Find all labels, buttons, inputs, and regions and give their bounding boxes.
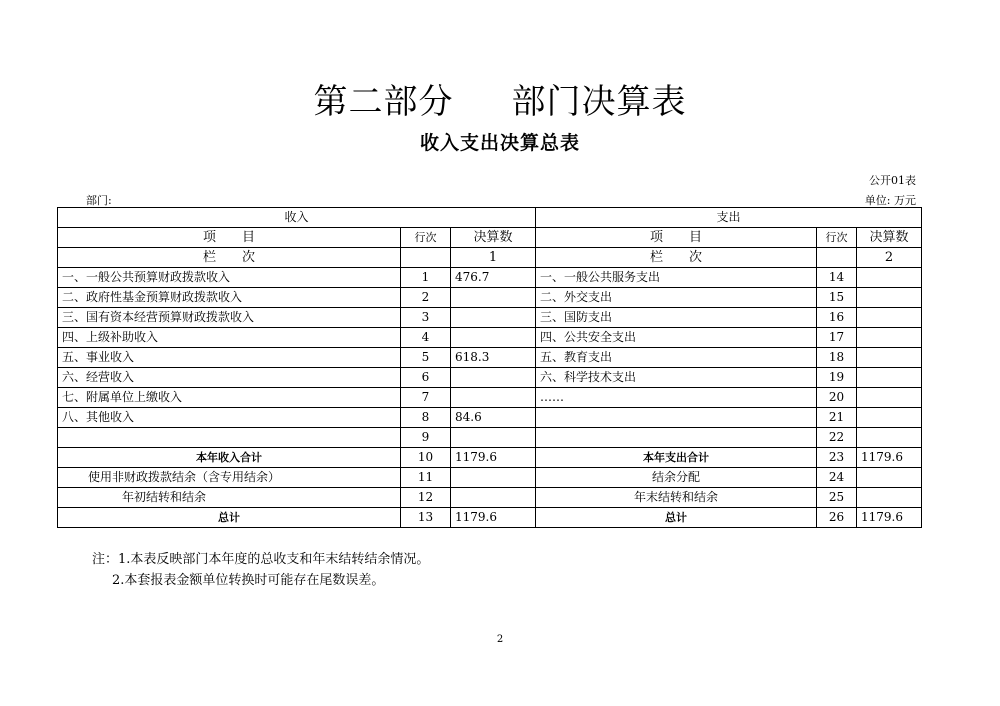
expense-line: 25 — [817, 488, 857, 508]
expense-line: 21 — [817, 408, 857, 428]
income-item: 使用非财政拨款结余（含专用结余） — [58, 468, 401, 488]
note-1: 注：1.本表反映部门本年度的总收支和年末结转结余情况。 — [92, 552, 430, 567]
income-item: 五、事业收入 — [58, 348, 401, 368]
income-line: 11 — [401, 468, 451, 488]
income-line: 13 — [401, 508, 451, 528]
form-code: 公开01表 — [869, 174, 916, 187]
income-line-header: 行次 — [401, 228, 451, 248]
note-2: 2.本套报表金额单位转换时可能存在尾数误差。 — [112, 573, 385, 588]
column-header-row — [58, 228, 922, 248]
table-row — [58, 308, 922, 328]
expense-amount — [857, 348, 922, 368]
income-line: 7 — [401, 388, 451, 408]
expense-item: 年末结转和结余 — [536, 488, 817, 508]
expense-item: 三、国防支出 — [536, 308, 817, 328]
table-row — [58, 408, 922, 428]
expense-amount — [857, 308, 922, 328]
expense-year-total-label: 本年支出合计 — [536, 448, 817, 468]
income-amount: 618.3 — [451, 348, 536, 368]
table-row — [58, 388, 922, 408]
income-header: 收入 — [58, 208, 536, 228]
income-amount: 84.6 — [451, 408, 536, 428]
income-amount — [451, 468, 536, 488]
expense-amount — [857, 488, 922, 508]
income-amount-header: 决算数 — [451, 228, 536, 248]
expense-item — [536, 408, 817, 428]
expense-line: 26 — [817, 508, 857, 528]
table-row — [58, 368, 922, 388]
expense-line-header: 行次 — [817, 228, 857, 248]
table-notes — [92, 549, 429, 591]
expense-column-no: 2 — [857, 248, 922, 268]
income-item: 四、上级补助收入 — [58, 328, 401, 348]
column-number-row — [58, 248, 922, 268]
income-amount — [451, 308, 536, 328]
expense-amount — [857, 268, 922, 288]
income-line: 4 — [401, 328, 451, 348]
income-item: 一、一般公共预算财政拨款收入 — [58, 268, 401, 288]
page-number: 2 — [496, 634, 504, 645]
expense-amount — [857, 328, 922, 348]
expense-line: 17 — [817, 328, 857, 348]
dept-label: 部门: — [86, 194, 112, 207]
expense-item: …… — [536, 388, 817, 408]
income-line: 6 — [401, 368, 451, 388]
expense-year-total-amount: 1179.6 — [857, 448, 922, 468]
income-item: 二、政府性基金预算财政拨款收入 — [58, 288, 401, 308]
income-year-total-amount: 1179.6 — [451, 448, 536, 468]
income-line: 12 — [401, 488, 451, 508]
expense-item-header: 项 目 — [536, 228, 817, 248]
income-line: 1 — [401, 268, 451, 288]
grand-total-row — [58, 508, 922, 528]
year-total-row — [58, 448, 922, 468]
income-grand-total-amount: 1179.6 — [451, 508, 536, 528]
table-row — [58, 468, 922, 488]
expense-line: 18 — [817, 348, 857, 368]
title-part: 第二部分 — [313, 82, 454, 122]
expense-grand-total-amount: 1179.6 — [857, 508, 922, 528]
income-amount — [451, 328, 536, 348]
income-line: 2 — [401, 288, 451, 308]
expense-amount — [857, 408, 922, 428]
expense-line: 19 — [817, 368, 857, 388]
income-amount — [451, 388, 536, 408]
expense-item: 二、外交支出 — [536, 288, 817, 308]
expense-line: 24 — [817, 468, 857, 488]
income-line: 9 — [401, 428, 451, 448]
table-subtitle: 收入支出决算总表 — [419, 132, 580, 154]
income-year-total-label: 本年收入合计 — [58, 448, 401, 468]
income-grand-total-label: 总计 — [58, 508, 401, 528]
expense-item: 六、科学技术支出 — [536, 368, 817, 388]
expense-line: 15 — [817, 288, 857, 308]
expense-amount-header: 决算数 — [857, 228, 922, 248]
expense-amount — [857, 368, 922, 388]
income-expense-table — [57, 207, 922, 528]
table-row — [58, 328, 922, 348]
income-amount — [451, 368, 536, 388]
page-title — [0, 74, 1000, 123]
expense-amount — [857, 468, 922, 488]
table-row — [58, 288, 922, 308]
expense-line: 20 — [817, 388, 857, 408]
expense-item: 结余分配 — [536, 468, 817, 488]
income-item — [58, 428, 401, 448]
income-amount — [451, 428, 536, 448]
unit-label: 单位: 万元 — [864, 194, 916, 207]
expense-line: 16 — [817, 308, 857, 328]
income-amount — [451, 288, 536, 308]
table-row — [58, 488, 922, 508]
expense-header: 支出 — [536, 208, 922, 228]
income-line: 3 — [401, 308, 451, 328]
expense-item — [536, 428, 817, 448]
expense-line: 23 — [817, 448, 857, 468]
expense-grand-total-label: 总计 — [536, 508, 817, 528]
income-amount — [451, 488, 536, 508]
table-row — [58, 348, 922, 368]
expense-line: 14 — [817, 268, 857, 288]
section-header-row — [58, 208, 922, 228]
income-item: 七、附属单位上缴收入 — [58, 388, 401, 408]
income-line: 10 — [401, 448, 451, 468]
expense-item: 一、一般公共服务支出 — [536, 268, 817, 288]
income-line: 8 — [401, 408, 451, 428]
expense-item: 四、公共安全支出 — [536, 328, 817, 348]
expense-amount — [857, 428, 922, 448]
income-line: 5 — [401, 348, 451, 368]
table-row — [58, 428, 922, 448]
income-item: 年初结转和结余 — [58, 488, 401, 508]
income-item: 六、经营收入 — [58, 368, 401, 388]
expense-amount — [857, 388, 922, 408]
income-amount: 476.7 — [451, 268, 536, 288]
expense-line: 22 — [817, 428, 857, 448]
income-column-no: 1 — [451, 248, 536, 268]
income-item: 八、其他收入 — [58, 408, 401, 428]
expense-amount — [857, 288, 922, 308]
expense-item: 五、教育支出 — [536, 348, 817, 368]
income-column-label: 栏 次 — [58, 248, 401, 268]
expense-column-label: 栏 次 — [536, 248, 817, 268]
title-name: 部门决算表 — [511, 82, 687, 122]
table-row — [58, 268, 922, 288]
income-item-header: 项 目 — [58, 228, 401, 248]
income-item: 三、国有资本经营预算财政拨款收入 — [58, 308, 401, 328]
